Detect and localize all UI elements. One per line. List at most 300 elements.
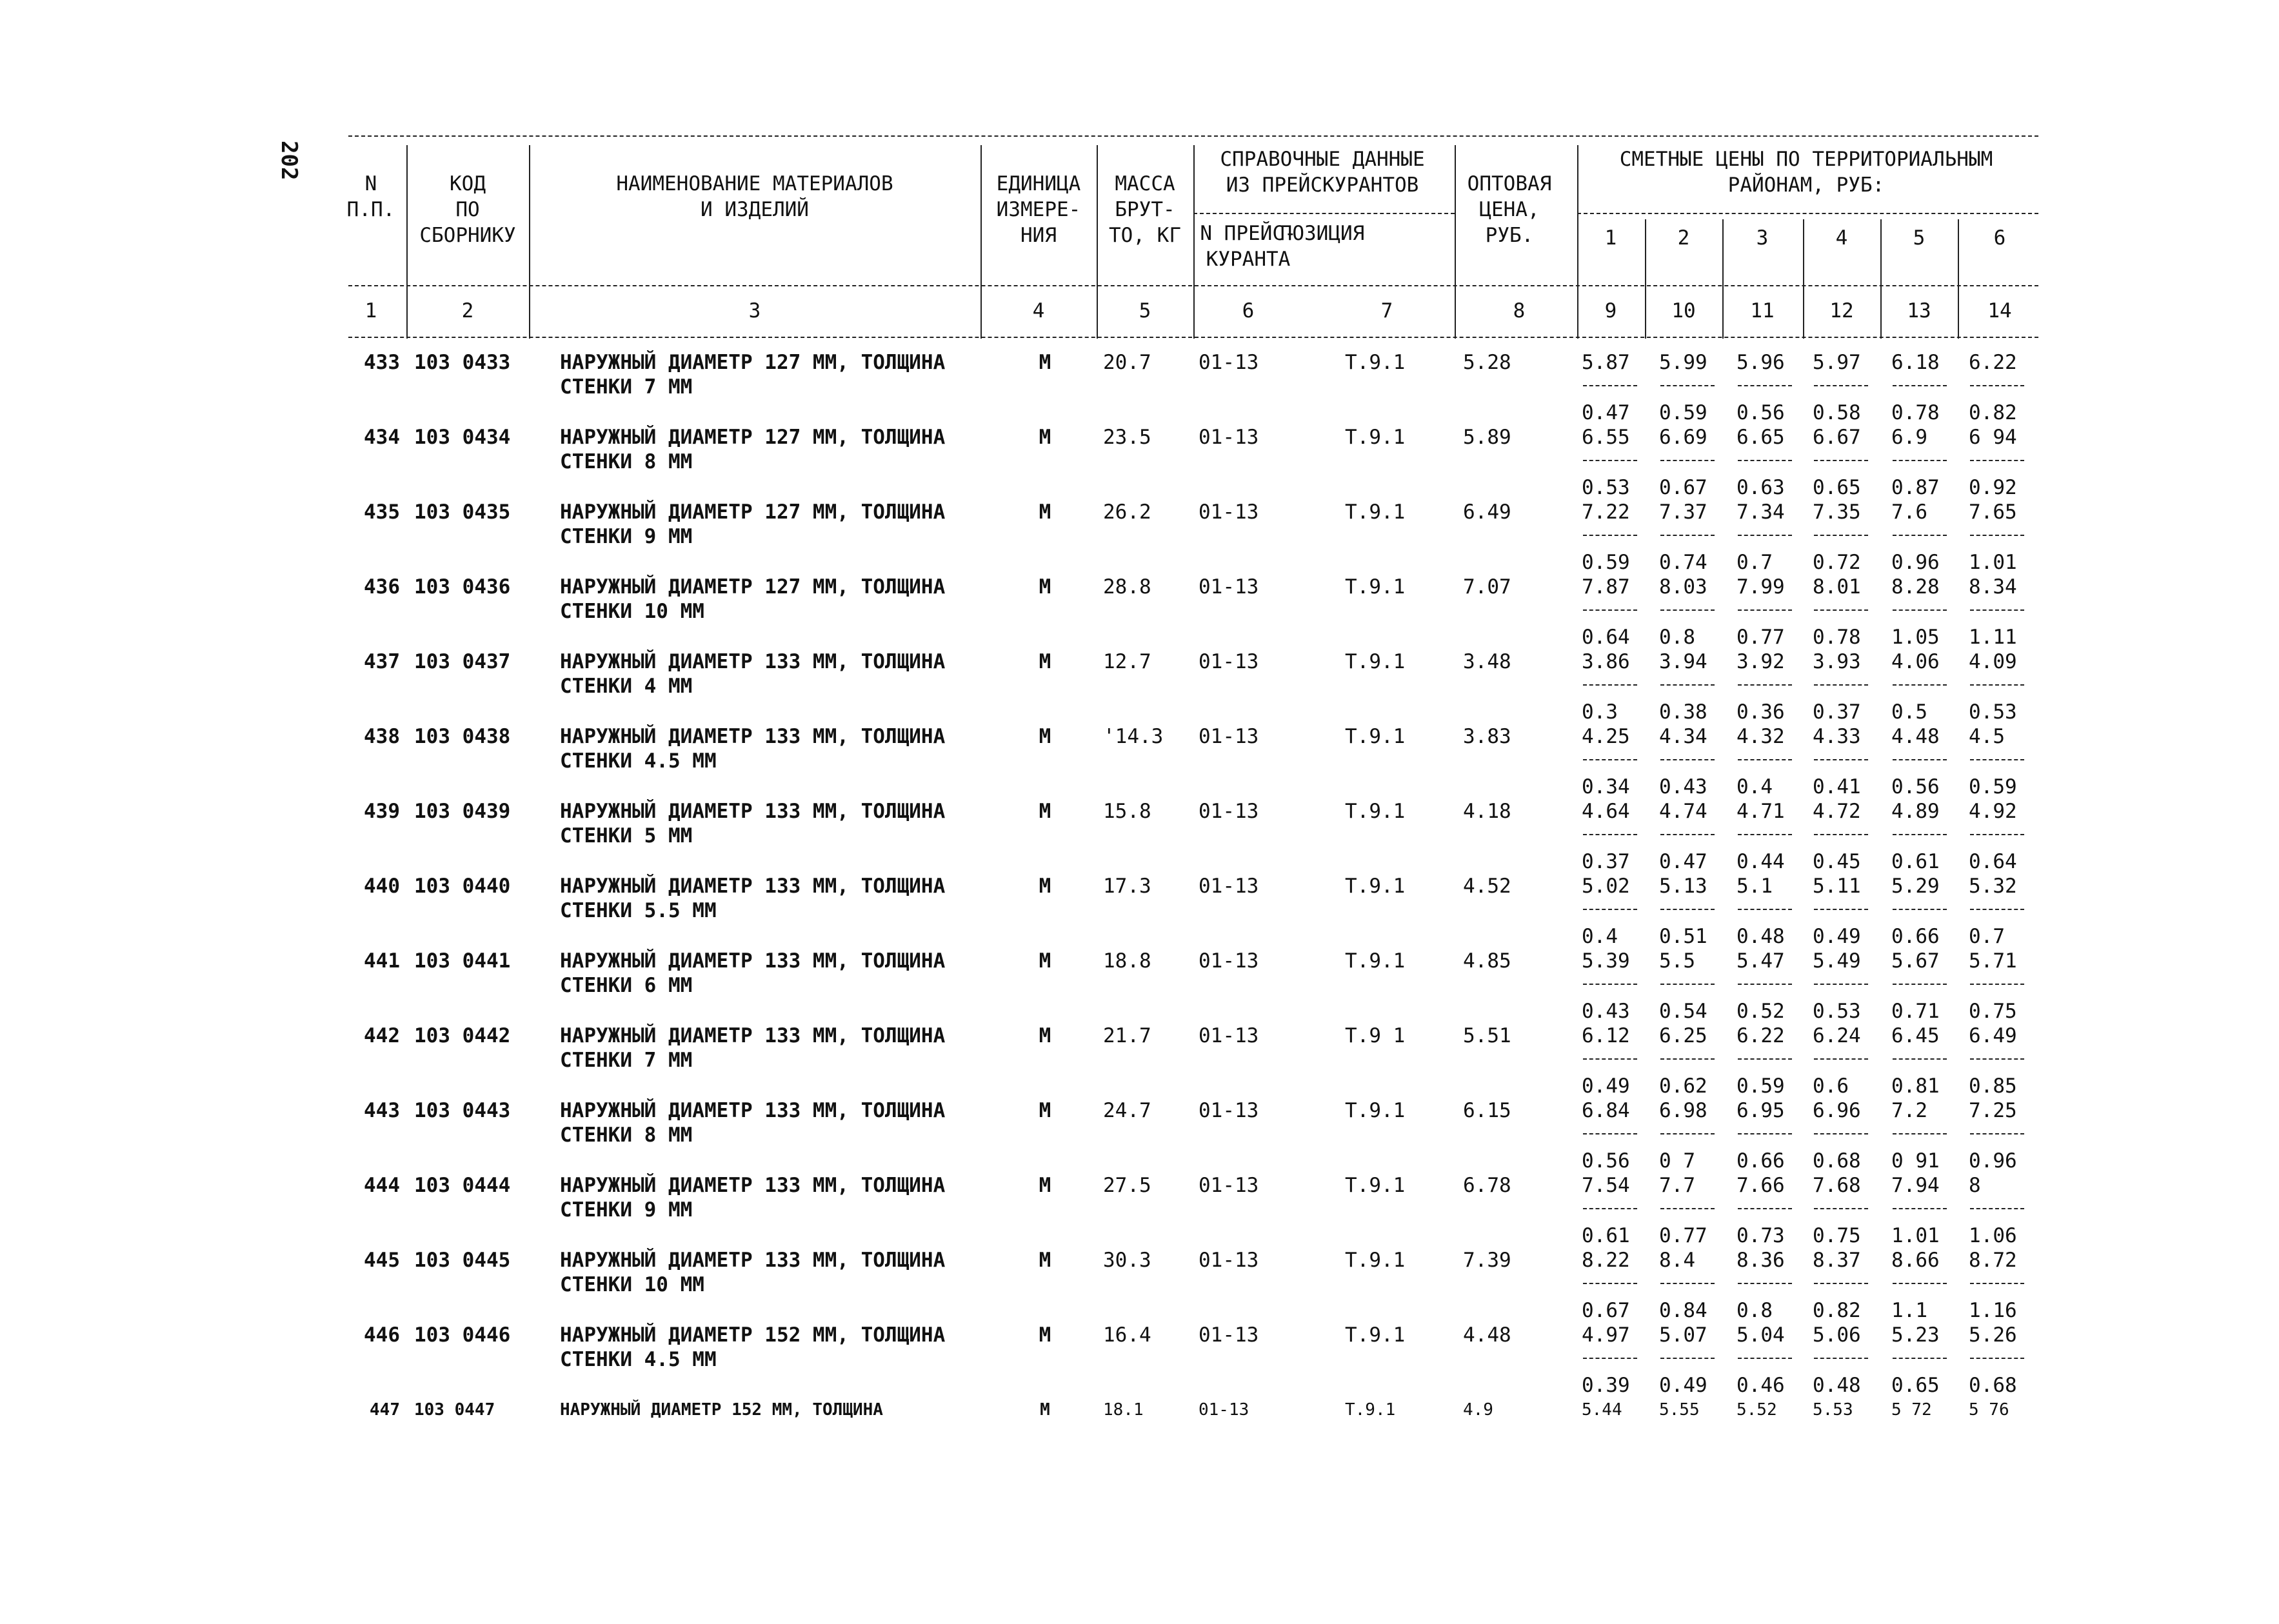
fraction-rule xyxy=(1893,684,1947,686)
row-region-delta: 0.6 xyxy=(1813,1074,1849,1098)
row-number: 443 xyxy=(364,1099,400,1122)
header-unit: НИЯ xyxy=(1020,224,1057,247)
row-region-delta: 0.8 xyxy=(1737,1299,1773,1322)
row-name-line1: НАРУЖНЫЙ ДИАМЕТР 152 ММ, ТОЛЩИНА xyxy=(560,1323,946,1347)
row-number: 436 xyxy=(364,575,400,599)
row-unit: М xyxy=(1040,1400,1050,1420)
row-name-line2: СТЕНКИ 5.5 ММ xyxy=(560,899,717,922)
row-region-price: 5.99 xyxy=(1659,351,1707,374)
row-region-delta: 0.67 xyxy=(1582,1299,1630,1322)
row-name-line1: НАРУЖНЫЙ ДИАМЕТР 133 ММ, ТОЛЩИНА xyxy=(560,875,946,898)
row-region-price: 6.12 xyxy=(1582,1024,1630,1047)
row-region-delta: 0.39 xyxy=(1582,1374,1630,1397)
row-name-line1: НАРУЖНЫЙ ДИАМЕТР 152 ММ, ТОЛЩИНА xyxy=(560,1400,883,1420)
fraction-rule xyxy=(1893,1133,1947,1134)
row-region-delta: 0.66 xyxy=(1737,1149,1785,1173)
fraction-rule xyxy=(1738,1133,1792,1134)
row-wholesale-price: 6.15 xyxy=(1463,1099,1511,1122)
row-position: Т.9.1 xyxy=(1345,650,1406,673)
colnum-divider xyxy=(980,293,982,332)
row-mass: 30.3 xyxy=(1103,1249,1151,1272)
row-name-line2: СТЕНКИ 7 ММ xyxy=(560,1049,693,1072)
header-col-num: 10 xyxy=(1671,299,1696,322)
row-region-price: 6.9 xyxy=(1891,426,1927,449)
row-position: Т.9.1 xyxy=(1345,1400,1396,1420)
page-number: 202 xyxy=(276,141,302,181)
fraction-rule xyxy=(1738,385,1792,386)
row-name-line2: СТЕНКИ 6 ММ xyxy=(560,974,693,997)
fraction-rule xyxy=(1583,684,1637,686)
row-region-price: 5.67 xyxy=(1891,949,1940,973)
header-region-num: 1 xyxy=(1604,226,1617,250)
row-region-delta: 0.77 xyxy=(1659,1224,1707,1247)
row-region-delta: 0.81 xyxy=(1891,1074,1940,1098)
row-region-delta: 0.34 xyxy=(1582,775,1630,798)
row-pricelist: 01-13 xyxy=(1199,650,1259,673)
row-pricelist: 01-13 xyxy=(1199,1323,1259,1347)
header-mass: ТО, КГ xyxy=(1109,224,1181,247)
fraction-rule xyxy=(1893,460,1947,461)
row-code: 103 0436 xyxy=(414,575,511,599)
row-number: 438 xyxy=(364,725,400,748)
row-region-delta: 0.45 xyxy=(1813,850,1861,873)
row-region-price: 5.44 xyxy=(1582,1400,1622,1420)
row-code: 103 0446 xyxy=(414,1323,511,1347)
row-region-delta: 0.53 xyxy=(1969,700,2017,724)
row-region-price: 3.93 xyxy=(1813,650,1861,673)
header-col-num: 13 xyxy=(1907,299,1931,322)
colnum-divider xyxy=(1958,293,1959,332)
row-region-delta: 0.53 xyxy=(1813,1000,1861,1023)
fraction-rule xyxy=(1814,460,1868,461)
row-name-line1: НАРУЖНЫЙ ДИАМЕТР 127 ММ, ТОЛЩИНА xyxy=(560,500,946,524)
header-col-num: 14 xyxy=(1987,299,2012,322)
header-col-num: 12 xyxy=(1829,299,1854,322)
row-position: Т.9.1 xyxy=(1345,426,1406,449)
row-name-line1: НАРУЖНЫЙ ДИАМЕТР 127 ММ, ТОЛЩИНА xyxy=(560,575,946,599)
fraction-rule xyxy=(1738,834,1792,835)
row-region-price: 7.68 xyxy=(1813,1174,1861,1197)
fraction-rule xyxy=(1893,1058,1947,1060)
row-region-delta: 0.43 xyxy=(1582,1000,1630,1023)
row-region-price: 6.67 xyxy=(1813,426,1861,449)
row-code: 103 0440 xyxy=(414,875,511,898)
row-region-delta: 0.75 xyxy=(1969,1000,2017,1023)
row-unit: М xyxy=(1039,1099,1051,1122)
row-region-delta: 0.38 xyxy=(1659,700,1707,724)
fraction-rule xyxy=(1660,460,1715,461)
fraction-rule xyxy=(1583,535,1637,536)
row-position: Т.9.1 xyxy=(1345,500,1406,524)
row-region-delta: 0.36 xyxy=(1737,700,1785,724)
fraction-rule xyxy=(1893,535,1947,536)
row-region-delta: 0.5 xyxy=(1891,700,1927,724)
header-col-num: 2 xyxy=(461,299,474,322)
header-top-rule xyxy=(348,135,2038,137)
row-region-delta: 0.78 xyxy=(1813,626,1861,649)
row-region-price: 8.01 xyxy=(1813,575,1861,599)
row-name-line2: СТЕНКИ 4.5 ММ xyxy=(560,749,717,773)
fraction-rule xyxy=(1893,385,1947,386)
row-wholesale-price: 5.89 xyxy=(1463,426,1511,449)
row-code: 103 0439 xyxy=(414,800,511,823)
row-region-delta: 0.44 xyxy=(1737,850,1785,873)
row-pricelist: 01-13 xyxy=(1199,725,1259,748)
fraction-rule xyxy=(1970,1358,2024,1359)
row-region-delta: 0.65 xyxy=(1813,476,1861,499)
row-unit: М xyxy=(1039,426,1051,449)
row-wholesale-price: 6.78 xyxy=(1463,1174,1511,1197)
fraction-rule xyxy=(1814,909,1868,910)
header-price: ОПТОВАЯ xyxy=(1467,172,1552,195)
header-mass: МАССА xyxy=(1115,172,1175,195)
row-wholesale-price: 4.18 xyxy=(1463,800,1511,823)
row-region-price: 6.84 xyxy=(1582,1099,1630,1122)
row-region-price: 5.04 xyxy=(1737,1323,1785,1347)
row-pricelist: 01-13 xyxy=(1199,1249,1259,1272)
row-pricelist: 01-13 xyxy=(1199,1174,1259,1197)
fraction-rule xyxy=(1660,535,1715,536)
row-pricelist: 01-13 xyxy=(1199,426,1259,449)
row-region-delta: 0.47 xyxy=(1659,850,1707,873)
fraction-rule xyxy=(1738,759,1792,760)
row-region-price: 7.87 xyxy=(1582,575,1630,599)
fraction-rule xyxy=(1970,385,2024,386)
row-region-delta: 0 91 xyxy=(1891,1149,1940,1173)
row-region-delta: 0.82 xyxy=(1969,401,2017,424)
header-n: N xyxy=(364,172,377,195)
row-position: Т.9.1 xyxy=(1345,1174,1406,1197)
fraction-rule xyxy=(1583,1283,1637,1284)
row-region-price: 4.89 xyxy=(1891,800,1940,823)
row-region-price: 8.36 xyxy=(1737,1249,1785,1272)
row-unit: М xyxy=(1039,500,1051,524)
row-region-delta: 0.78 xyxy=(1891,401,1940,424)
header-col-num: 8 xyxy=(1513,299,1526,322)
fraction-rule xyxy=(1970,460,2024,461)
fraction-rule xyxy=(1814,1208,1868,1209)
row-mass: 23.5 xyxy=(1103,426,1151,449)
fraction-rule xyxy=(1814,609,1868,611)
fraction-rule xyxy=(1660,909,1715,910)
row-region-delta: 0.62 xyxy=(1659,1074,1707,1098)
row-name-line2: СТЕНКИ 5 ММ xyxy=(560,824,693,847)
fraction-rule xyxy=(1738,909,1792,910)
row-pricelist: 01-13 xyxy=(1199,1099,1259,1122)
row-region-price: 7.94 xyxy=(1891,1174,1940,1197)
header-col-num: 3 xyxy=(748,299,761,322)
row-region-delta: 0.48 xyxy=(1737,925,1785,948)
row-region-delta: 0.74 xyxy=(1659,551,1707,574)
row-region-price: 7.6 xyxy=(1891,500,1927,524)
fraction-rule xyxy=(1970,984,2024,985)
fraction-rule xyxy=(1583,460,1637,461)
row-name-line1: НАРУЖНЫЙ ДИАМЕТР 133 ММ, ТОЛЩИНА xyxy=(560,949,946,973)
row-region-price: 4.74 xyxy=(1659,800,1707,823)
row-name-line2: СТЕНКИ 10 ММ xyxy=(560,600,704,623)
fraction-rule xyxy=(1583,1058,1637,1060)
header-col-num: 6 xyxy=(1242,299,1255,322)
row-pricelist: 01-13 xyxy=(1199,875,1259,898)
row-region-price: 7.54 xyxy=(1582,1174,1630,1197)
row-region-delta: 0.51 xyxy=(1659,925,1707,948)
row-name-line1: НАРУЖНЫЙ ДИАМЕТР 133 ММ, ТОЛЩИНА xyxy=(560,1249,946,1272)
fraction-rule xyxy=(1970,1283,2024,1284)
row-region-price: 5 72 xyxy=(1891,1400,1932,1420)
fraction-rule xyxy=(1583,385,1637,386)
row-region-price: 5.29 xyxy=(1891,875,1940,898)
row-name-line1: НАРУЖНЫЙ ДИАМЕТР 133 ММ, ТОЛЩИНА xyxy=(560,1024,946,1047)
row-region-price: 8.28 xyxy=(1891,575,1940,599)
row-region-delta: 0.61 xyxy=(1582,1224,1630,1247)
row-region-price: 4.32 xyxy=(1737,725,1785,748)
row-region-price: 5.13 xyxy=(1659,875,1707,898)
row-region-delta: 0.96 xyxy=(1969,1149,2017,1173)
row-region-delta: 0.49 xyxy=(1582,1074,1630,1098)
row-region-price: 7.66 xyxy=(1737,1174,1785,1197)
row-region-price: 4.97 xyxy=(1582,1323,1630,1347)
row-region-price: 4.09 xyxy=(1969,650,2017,673)
row-region-price: 5.32 xyxy=(1969,875,2017,898)
row-unit: М xyxy=(1039,1174,1051,1197)
row-region-price: 5.53 xyxy=(1813,1400,1853,1420)
row-region-price: 5.5 xyxy=(1659,949,1695,973)
header-ref: ИЗ ПРЕЙСКУРАНТОВ xyxy=(1226,173,1419,197)
row-code: 103 0437 xyxy=(414,650,511,673)
row-region-delta: 0.82 xyxy=(1813,1299,1861,1322)
row-region-price: 8.72 xyxy=(1969,1249,2017,1272)
row-wholesale-price: 7.07 xyxy=(1463,575,1511,599)
row-region-price: 5.47 xyxy=(1737,949,1785,973)
header-unit: ЕДИНИЦА xyxy=(996,172,1081,195)
row-unit: М xyxy=(1039,575,1051,599)
row-region-price: 5.39 xyxy=(1582,949,1630,973)
row-region-price: 8.4 xyxy=(1659,1249,1695,1272)
row-name-line2: СТЕНКИ 8 ММ xyxy=(560,1124,693,1147)
fraction-rule xyxy=(1583,609,1637,611)
row-region-delta: 0.3 xyxy=(1582,700,1618,724)
fraction-rule xyxy=(1814,1283,1868,1284)
row-region-delta: 0.61 xyxy=(1891,850,1940,873)
fraction-rule xyxy=(1583,759,1637,760)
row-mass: 17.3 xyxy=(1103,875,1151,898)
row-region-delta: 0.58 xyxy=(1813,401,1861,424)
header-n: П.П. xyxy=(346,198,395,221)
row-region-price: 4.25 xyxy=(1582,725,1630,748)
row-code: 103 0434 xyxy=(414,426,511,449)
fraction-rule xyxy=(1660,1283,1715,1284)
row-position: Т.9 1 xyxy=(1345,1024,1406,1047)
fraction-rule xyxy=(1814,1133,1868,1134)
row-number: 445 xyxy=(364,1249,400,1272)
row-region-price: 4.92 xyxy=(1969,800,2017,823)
row-pricelist: 01-13 xyxy=(1199,800,1259,823)
row-wholesale-price: 3.48 xyxy=(1463,650,1511,673)
row-region-delta: 0.77 xyxy=(1737,626,1785,649)
row-region-price: 6.24 xyxy=(1813,1024,1861,1047)
header-unit: ИЗМЕРЕ- xyxy=(996,198,1081,221)
row-unit: М xyxy=(1039,875,1051,898)
row-code: 103 0447 xyxy=(414,1400,495,1420)
row-region-delta: 1.11 xyxy=(1969,626,2017,649)
row-position: Т.9.1 xyxy=(1345,575,1406,599)
row-region-price: 5.97 xyxy=(1813,351,1861,374)
fraction-rule xyxy=(1660,1133,1715,1134)
row-region-price: 4.06 xyxy=(1891,650,1940,673)
row-region-delta: 1.05 xyxy=(1891,626,1940,649)
row-mass: 12.7 xyxy=(1103,650,1151,673)
row-mass: 24.7 xyxy=(1103,1099,1151,1122)
row-region-delta: 0.48 xyxy=(1813,1374,1861,1397)
row-region-price: 5.71 xyxy=(1969,949,2017,973)
fraction-rule xyxy=(1583,1358,1637,1359)
row-mass: 18.8 xyxy=(1103,949,1151,973)
fraction-rule xyxy=(1814,385,1868,386)
row-region-price: 8.03 xyxy=(1659,575,1707,599)
fraction-rule xyxy=(1893,1283,1947,1284)
row-region-price: 6.96 xyxy=(1813,1099,1861,1122)
row-pricelist: 01-13 xyxy=(1199,1400,1249,1420)
header-col-num: 9 xyxy=(1604,299,1617,322)
row-region-delta: 0.73 xyxy=(1737,1224,1785,1247)
row-region-delta: 0.84 xyxy=(1659,1299,1707,1322)
row-region-price: 6.69 xyxy=(1659,426,1707,449)
row-region-delta: 0.52 xyxy=(1737,1000,1785,1023)
fraction-rule xyxy=(1893,609,1947,611)
fraction-rule xyxy=(1814,1058,1868,1060)
fraction-rule xyxy=(1893,984,1947,985)
row-mass: 20.7 xyxy=(1103,351,1151,374)
fraction-rule xyxy=(1970,1208,2024,1209)
fraction-rule xyxy=(1970,1133,2024,1134)
row-region-price: 8 xyxy=(1969,1174,1981,1197)
row-mass: 27.5 xyxy=(1103,1174,1151,1197)
row-region-delta: 0.68 xyxy=(1813,1149,1861,1173)
colnum-divider xyxy=(529,293,530,332)
row-code: 103 0444 xyxy=(414,1174,511,1197)
row-code: 103 0441 xyxy=(414,949,511,973)
row-name-line1: НАРУЖНЫЙ ДИАМЕТР 133 ММ, ТОЛЩИНА xyxy=(560,725,946,748)
row-name-line2: СТЕНКИ 4.5 ММ xyxy=(560,1348,717,1371)
row-region-delta: 0 7 xyxy=(1659,1149,1695,1173)
row-region-delta: 0.63 xyxy=(1737,476,1785,499)
colnum-divider xyxy=(1097,293,1098,332)
row-code: 103 0442 xyxy=(414,1024,511,1047)
fraction-rule xyxy=(1893,1358,1947,1359)
row-unit: М xyxy=(1039,1249,1051,1272)
row-name-line1: НАРУЖНЫЙ ДИАМЕТР 133 ММ, ТОЛЩИНА xyxy=(560,650,946,673)
row-unit: М xyxy=(1039,800,1051,823)
row-region-delta: 0.59 xyxy=(1582,551,1630,574)
row-position: Т.9.1 xyxy=(1345,949,1406,973)
row-region-delta: 0.56 xyxy=(1737,401,1785,424)
row-region-delta: 1.01 xyxy=(1891,1224,1940,1247)
row-pricelist: 01-13 xyxy=(1199,949,1259,973)
row-unit: М xyxy=(1039,650,1051,673)
header-price: РУБ. xyxy=(1485,224,1534,247)
fraction-rule xyxy=(1660,984,1715,985)
row-region-price: 8.34 xyxy=(1969,575,2017,599)
header-mass: БРУТ- xyxy=(1115,198,1175,221)
row-code: 103 0443 xyxy=(414,1099,511,1122)
row-mass: 16.4 xyxy=(1103,1323,1151,1347)
row-mass: 26.2 xyxy=(1103,500,1151,524)
row-code: 103 0435 xyxy=(414,500,511,524)
row-region-delta: 0.49 xyxy=(1659,1374,1707,1397)
row-position: Т.9.1 xyxy=(1345,1099,1406,1122)
fraction-rule xyxy=(1738,984,1792,985)
header-col-num: 11 xyxy=(1750,299,1775,322)
fraction-rule xyxy=(1814,984,1868,985)
fraction-rule xyxy=(1893,759,1947,760)
row-wholesale-price: 4.48 xyxy=(1463,1323,1511,1347)
row-region-price: 6.49 xyxy=(1969,1024,2017,1047)
fraction-rule xyxy=(1970,684,2024,686)
row-pricelist: 01-13 xyxy=(1199,1024,1259,1047)
row-wholesale-price: 3.83 xyxy=(1463,725,1511,748)
row-unit: М xyxy=(1039,725,1051,748)
row-wholesale-price: 4.9 xyxy=(1463,1400,1493,1420)
row-region-price: 6.45 xyxy=(1891,1024,1940,1047)
row-name-line1: НАРУЖНЫЙ ДИАМЕТР 133 ММ, ТОЛЩИНА xyxy=(560,1099,946,1122)
row-number: 439 xyxy=(364,800,400,823)
row-number: 435 xyxy=(364,500,400,524)
row-position: Т.9.1 xyxy=(1345,875,1406,898)
header-price: ЦЕНА, xyxy=(1479,198,1540,221)
row-region-price: 5.52 xyxy=(1737,1400,1777,1420)
row-region-delta: 0.56 xyxy=(1891,775,1940,798)
row-number: 444 xyxy=(364,1174,400,1197)
row-region-price: 4.5 xyxy=(1969,725,2005,748)
fraction-rule xyxy=(1970,609,2024,611)
row-wholesale-price: 6.49 xyxy=(1463,500,1511,524)
row-region-price: 6.22 xyxy=(1737,1024,1785,1047)
header-regions: РАЙОНАМ, РУБ: xyxy=(1727,173,1885,197)
row-region-price: 5.26 xyxy=(1969,1323,2017,1347)
row-mass: 28.8 xyxy=(1103,575,1151,599)
fraction-rule xyxy=(1738,1283,1792,1284)
row-region-delta: 0.71 xyxy=(1891,1000,1940,1023)
row-region-price: 6.95 xyxy=(1737,1099,1785,1122)
fraction-rule xyxy=(1660,385,1715,386)
row-region-price: 3.86 xyxy=(1582,650,1630,673)
header-pricelist: КУРАНТА xyxy=(1206,248,1291,271)
row-region-delta: 0.59 xyxy=(1737,1074,1785,1098)
row-region-delta: 0.59 xyxy=(1659,401,1707,424)
header-col-num: 1 xyxy=(364,299,377,322)
row-region-price: 8.66 xyxy=(1891,1249,1940,1272)
row-region-delta: 0.37 xyxy=(1813,700,1861,724)
row-region-delta: 0.92 xyxy=(1969,476,2017,499)
row-name-line2: СТЕНКИ 7 ММ xyxy=(560,375,693,399)
row-position: Т.9.1 xyxy=(1345,351,1406,374)
row-region-price: 5.23 xyxy=(1891,1323,1940,1347)
fraction-rule xyxy=(1583,984,1637,985)
row-number: 434 xyxy=(364,426,400,449)
row-region-price: 5.06 xyxy=(1813,1323,1861,1347)
row-region-price: 5 76 xyxy=(1969,1400,2009,1420)
row-region-delta: 0.96 xyxy=(1891,551,1940,574)
header-region-num: 5 xyxy=(1913,226,1926,250)
row-region-price: 4.72 xyxy=(1813,800,1861,823)
fraction-rule xyxy=(1660,1358,1715,1359)
row-code: 103 0433 xyxy=(414,351,511,374)
row-region-price: 6.18 xyxy=(1891,351,1940,374)
row-region-price: 6.98 xyxy=(1659,1099,1707,1122)
row-region-delta: 0.67 xyxy=(1659,476,1707,499)
fraction-rule xyxy=(1660,684,1715,686)
fraction-rule xyxy=(1583,1208,1637,1209)
